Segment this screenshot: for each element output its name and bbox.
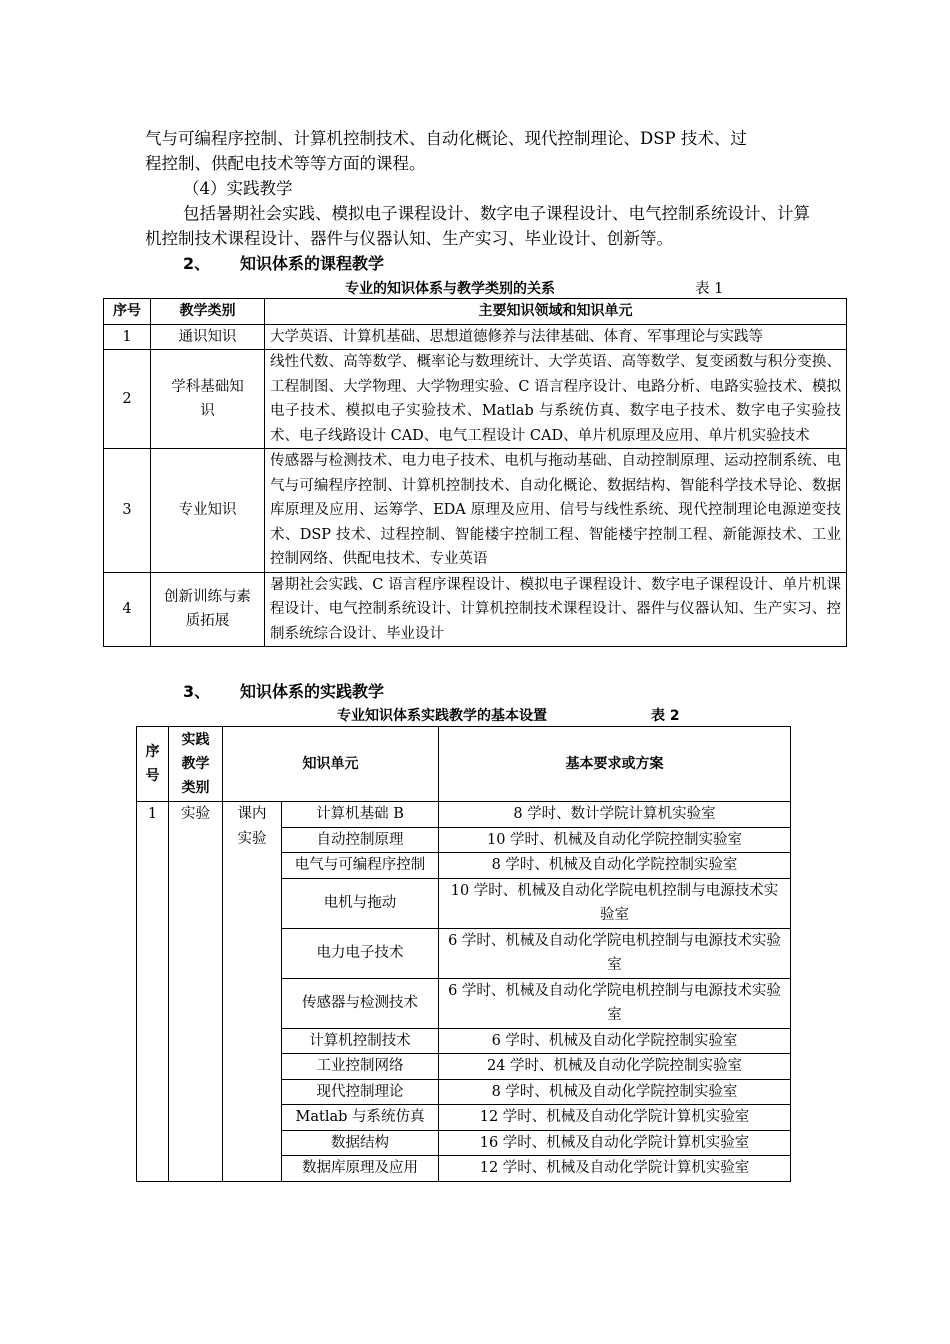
header-type: 实践教学类别 [169, 727, 223, 802]
practice-heading: （4）实践教学 [183, 179, 293, 198]
row-knowledge-unit: 计算机控制技术 [282, 1028, 439, 1054]
table-row [104, 449, 847, 573]
table-header-row [104, 299, 847, 325]
section-2-title: 知识体系的课程教学 [240, 254, 385, 273]
row-no: 1 [137, 802, 169, 1182]
row-requirement: 6 学时、机械及自动化学院电机控制与电源技术实验室 [439, 928, 791, 978]
knowledge-system-table [103, 298, 847, 647]
row-requirement: 10 学时、机械及自动化学院控制实验室 [439, 827, 791, 853]
table-row [104, 324, 847, 350]
table-2-caption: 专业知识体系实践教学的基本设置 [337, 708, 547, 724]
row-no: 3 [104, 449, 151, 573]
row-knowledge-unit: 电力电子技术 [282, 928, 439, 978]
row-category: 创新训练与素质拓展 [151, 572, 265, 647]
intro-line-2: 程控制、供配电技术等等方面的课程。 [145, 154, 426, 173]
table-row [104, 572, 847, 647]
section-2-number: 2、 [183, 254, 211, 273]
intro-paragraph [145, 126, 817, 251]
row-requirement: 8 学时、机械及自动化学院控制实验室 [439, 1079, 791, 1105]
row-knowledge-unit: 自动控制原理 [282, 827, 439, 853]
row-requirement: 6 学时、机械及自动化学院电机控制与电源技术实验室 [439, 978, 791, 1028]
table-row [137, 802, 791, 828]
row-no: 1 [104, 324, 151, 350]
row-content: 暑期社会实践、C 语言程序课程设计、模拟电子课程设计、数字电子课程设计、单片机课程设计、电气控制系统设计、计算机控制技术课程设计、器件与仪器认知、生产实习、控制系统综合设计、毕业设计 [265, 572, 847, 647]
row-content: 线性代数、高等数学、概率论与数理统计、大学英语、高等数学、复变函数与积分变换、工程制图、大学物理、大学物理实验、C 语言程序设计、电路分析、电路实验技术、模拟电子技术、模拟电子实验技术、Matlab 与系统仿真、数字电子技术、数字电子实验技术、电子线路设计 CAD、电气工程设计 CAD、单片机原理及应用、单片机实验技术 [265, 350, 847, 449]
table-header-row [137, 727, 791, 802]
row-category: 专业知识 [151, 449, 265, 573]
row-knowledge-unit: 计算机基础 B [282, 802, 439, 828]
row-knowledge-unit: 电气与可编程序控制 [282, 853, 439, 879]
row-knowledge-unit: 传感器与检测技术 [282, 978, 439, 1028]
row-requirement: 6 学时、机械及自动化学院控制实验室 [439, 1028, 791, 1054]
intro-line-1: 气与可编程序控制、计算机控制技术、自动化概论、现代控制理论、DSP 技术、过 [145, 129, 747, 148]
row-requirement: 16 学时、机械及自动化学院计算机实验室 [439, 1130, 791, 1156]
row-knowledge-unit: 工业控制网络 [282, 1054, 439, 1080]
table-1-number: 表 1 [695, 281, 724, 297]
row-requirement: 12 学时、机械及自动化学院计算机实验室 [439, 1105, 791, 1131]
header-no: 序号 [104, 299, 151, 325]
row-knowledge-unit: 电机与拖动 [282, 878, 439, 928]
row-knowledge-unit: 数据库原理及应用 [282, 1156, 439, 1182]
row-practice-type: 实验 [169, 802, 223, 1182]
section-3-title: 知识体系的实践教学 [240, 682, 385, 701]
section-3-number: 3、 [183, 682, 211, 701]
row-no: 4 [104, 572, 151, 647]
header-no: 序号 [137, 727, 169, 802]
table-1-caption: 专业的知识体系与教学类别的关系 [345, 281, 555, 297]
row-category: 通识知识 [151, 324, 265, 350]
row-knowledge-unit: Matlab 与系统仿真 [282, 1105, 439, 1131]
table-2-number: 表 2 [651, 708, 680, 724]
header-requirement: 基本要求或方案 [439, 727, 791, 802]
header-unit: 知识单元 [223, 727, 439, 802]
row-content: 大学英语、计算机基础、思想道德修养与法律基础、体育、军事理论与实践等 [265, 324, 847, 350]
row-category: 学科基础知识 [151, 350, 265, 449]
row-requirement: 24 学时、机械及自动化学院控制实验室 [439, 1054, 791, 1080]
header-category: 教学类别 [151, 299, 265, 325]
row-knowledge-unit: 现代控制理论 [282, 1079, 439, 1105]
practice-teaching-table [136, 726, 791, 1182]
row-requirement: 8 学时、机械及自动化学院控制实验室 [439, 853, 791, 879]
header-content: 主要知识领域和知识单元 [265, 299, 847, 325]
row-knowledge-unit: 数据结构 [282, 1130, 439, 1156]
row-requirement: 10 学时、机械及自动化学院电机控制与电源技术实验室 [439, 878, 791, 928]
row-practice-subtype: 课内实验 [223, 802, 282, 1182]
practice-paragraph: 包括暑期社会实践、模拟电子课程设计、数字电子课程设计、电气控制系统设计、计算机控制技术课程设计、器件与仪器认知、生产实习、毕业设计、创新等。 [145, 204, 810, 248]
row-requirement: 12 学时、机械及自动化学院计算机实验室 [439, 1156, 791, 1182]
row-no: 2 [104, 350, 151, 449]
row-requirement: 8 学时、数计学院计算机实验室 [439, 802, 791, 828]
table-row [104, 350, 847, 449]
row-content: 传感器与检测技术、电力电子技术、电机与拖动基础、自动控制原理、运动控制系统、电气与可编程序控制、计算机控制技术、自动化概论、数据结构、智能科学技术导论、数据库原理及应用、运筹学、EDA 原理及应用、信号与线性系统、现代控制理论电源逆变技术、DSP 技术、过程控制、智能楼宇控制工程、智能楼宇控制工程、新能源技术、工业控制网络、供配电技术、专业英语 [265, 449, 847, 573]
